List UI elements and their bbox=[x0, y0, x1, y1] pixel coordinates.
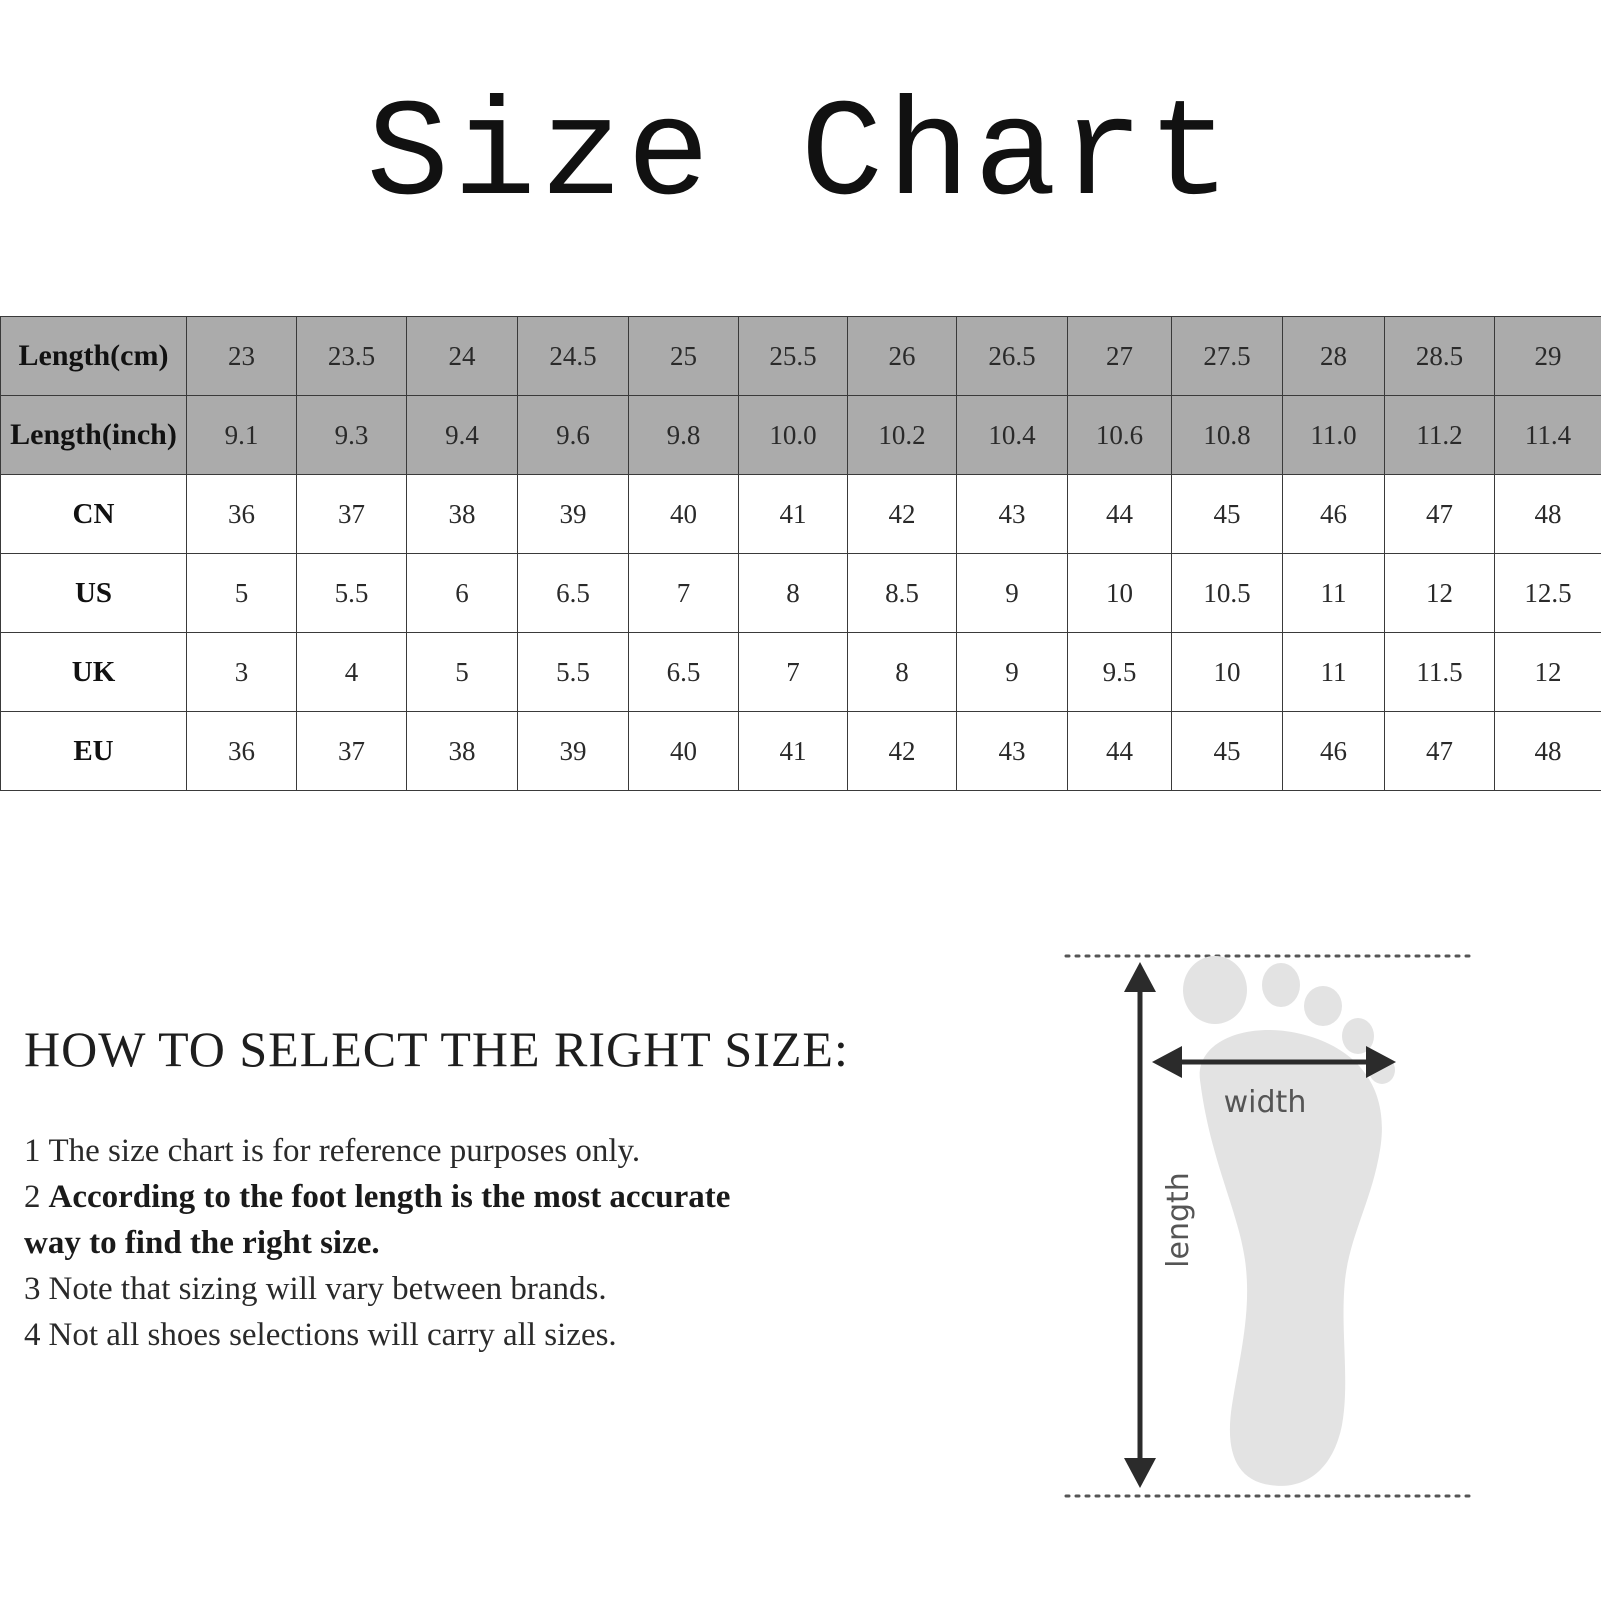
table-cell: 12.5 bbox=[1495, 554, 1601, 633]
table-cell: 11 bbox=[1283, 633, 1385, 712]
table-cell: 12 bbox=[1385, 554, 1495, 633]
table-cell: 11 bbox=[1283, 554, 1385, 633]
size-table bbox=[0, 316, 1601, 791]
note-item bbox=[24, 1266, 784, 1312]
length-arrow bbox=[1124, 962, 1156, 1488]
row-label: Length(cm) bbox=[1, 317, 187, 396]
table-cell: 48 bbox=[1495, 475, 1601, 554]
table-cell: 46 bbox=[1283, 712, 1385, 791]
size-table-body bbox=[1, 317, 1601, 791]
table-cell: 5.5 bbox=[297, 554, 407, 633]
table-cell: 24 bbox=[407, 317, 518, 396]
table-cell: 37 bbox=[297, 475, 407, 554]
table-cell: 10.0 bbox=[739, 396, 848, 475]
note-item bbox=[24, 1174, 784, 1266]
table-cell: 39 bbox=[518, 712, 629, 791]
table-row bbox=[1, 633, 1601, 712]
table-cell: 47 bbox=[1385, 712, 1495, 791]
table-cell: 9.5 bbox=[1068, 633, 1172, 712]
table-cell: 26 bbox=[848, 317, 957, 396]
table-cell: 11.5 bbox=[1385, 633, 1495, 712]
table-cell: 11.2 bbox=[1385, 396, 1495, 475]
table-cell: 26.5 bbox=[957, 317, 1068, 396]
table-cell: 42 bbox=[848, 712, 957, 791]
table-row bbox=[1, 475, 1601, 554]
table-cell: 10.4 bbox=[957, 396, 1068, 475]
table-cell: 28.5 bbox=[1385, 317, 1495, 396]
table-cell: 27 bbox=[1068, 317, 1172, 396]
table-cell: 48 bbox=[1495, 712, 1601, 791]
table-row bbox=[1, 396, 1601, 475]
row-label: US bbox=[1, 554, 187, 633]
table-cell: 5.5 bbox=[518, 633, 629, 712]
table-cell: 10.2 bbox=[848, 396, 957, 475]
row-label: UK bbox=[1, 633, 187, 712]
table-cell: 12 bbox=[1495, 633, 1601, 712]
table-cell: 36 bbox=[187, 712, 297, 791]
table-cell: 45 bbox=[1172, 475, 1283, 554]
table-cell: 24.5 bbox=[518, 317, 629, 396]
table-cell: 42 bbox=[848, 475, 957, 554]
table-cell: 9.4 bbox=[407, 396, 518, 475]
table-cell: 11.0 bbox=[1283, 396, 1385, 475]
table-cell: 47 bbox=[1385, 475, 1495, 554]
table-cell: 39 bbox=[518, 475, 629, 554]
table-cell: 10.5 bbox=[1172, 554, 1283, 633]
table-cell: 10 bbox=[1068, 554, 1172, 633]
note-number: 3 bbox=[24, 1271, 41, 1307]
table-cell: 5 bbox=[187, 554, 297, 633]
table-cell: 10 bbox=[1172, 633, 1283, 712]
table-row bbox=[1, 317, 1601, 396]
table-cell: 9.3 bbox=[297, 396, 407, 475]
note-number: 4 bbox=[24, 1317, 41, 1353]
table-cell: 25.5 bbox=[739, 317, 848, 396]
table-cell: 38 bbox=[407, 475, 518, 554]
table-cell: 4 bbox=[297, 633, 407, 712]
table-cell: 27.5 bbox=[1172, 317, 1283, 396]
width-label: width bbox=[1223, 1085, 1307, 1120]
note-text: Note that sizing will vary between brands. bbox=[48, 1271, 607, 1307]
table-cell: 9.1 bbox=[187, 396, 297, 475]
table-cell: 37 bbox=[297, 712, 407, 791]
table-cell: 40 bbox=[629, 475, 739, 554]
foot-icon bbox=[1183, 956, 1395, 1486]
table-cell: 45 bbox=[1172, 712, 1283, 791]
note-item bbox=[24, 1312, 784, 1358]
table-cell: 5 bbox=[407, 633, 518, 712]
table-cell: 38 bbox=[407, 712, 518, 791]
table-cell: 11.4 bbox=[1495, 396, 1601, 475]
table-cell: 36 bbox=[187, 475, 297, 554]
howto-heading: HOW TO SELECT THE RIGHT SIZE: bbox=[24, 1021, 849, 1077]
table-cell: 6.5 bbox=[518, 554, 629, 633]
table-cell: 40 bbox=[629, 712, 739, 791]
table-cell: 7 bbox=[739, 633, 848, 712]
row-label: CN bbox=[1, 475, 187, 554]
table-cell: 6 bbox=[407, 554, 518, 633]
note-text: Not all shoes selections will carry all sizes. bbox=[48, 1317, 617, 1353]
table-cell: 8.5 bbox=[848, 554, 957, 633]
note-text: The size chart is for reference purposes only. bbox=[48, 1133, 641, 1169]
table-cell: 43 bbox=[957, 712, 1068, 791]
table-cell: 46 bbox=[1283, 475, 1385, 554]
table-cell: 7 bbox=[629, 554, 739, 633]
table-cell: 41 bbox=[739, 712, 848, 791]
note-number: 1 bbox=[24, 1133, 41, 1169]
table-cell: 44 bbox=[1068, 712, 1172, 791]
table-cell: 44 bbox=[1068, 475, 1172, 554]
table-cell: 9.6 bbox=[518, 396, 629, 475]
note-text: According to the foot length is the most accurate way to find the right size. bbox=[24, 1179, 731, 1261]
table-row bbox=[1, 712, 1601, 791]
table-cell: 9 bbox=[957, 633, 1068, 712]
table-cell: 6.5 bbox=[629, 633, 739, 712]
table-cell: 9 bbox=[957, 554, 1068, 633]
table-cell: 25 bbox=[629, 317, 739, 396]
table-cell: 41 bbox=[739, 475, 848, 554]
table-cell: 23 bbox=[187, 317, 297, 396]
length-label: length bbox=[1161, 1172, 1196, 1268]
table-cell: 9.8 bbox=[629, 396, 739, 475]
note-number: 2 bbox=[24, 1179, 41, 1215]
table-cell: 23.5 bbox=[297, 317, 407, 396]
table-cell: 8 bbox=[739, 554, 848, 633]
row-label: EU bbox=[1, 712, 187, 791]
table-cell: 3 bbox=[187, 633, 297, 712]
table-cell: 43 bbox=[957, 475, 1068, 554]
foot-measurement-diagram bbox=[1060, 950, 1480, 1510]
table-cell: 10.6 bbox=[1068, 396, 1172, 475]
table-cell: 8 bbox=[848, 633, 957, 712]
table-cell: 10.8 bbox=[1172, 396, 1283, 475]
page-title: Size Chart bbox=[366, 79, 1235, 235]
table-row bbox=[1, 554, 1601, 633]
row-label: Length(inch) bbox=[1, 396, 187, 475]
table-cell: 29 bbox=[1495, 317, 1601, 396]
note-item bbox=[24, 1128, 784, 1174]
table-cell: 28 bbox=[1283, 317, 1385, 396]
howto-notes bbox=[24, 1128, 784, 1358]
